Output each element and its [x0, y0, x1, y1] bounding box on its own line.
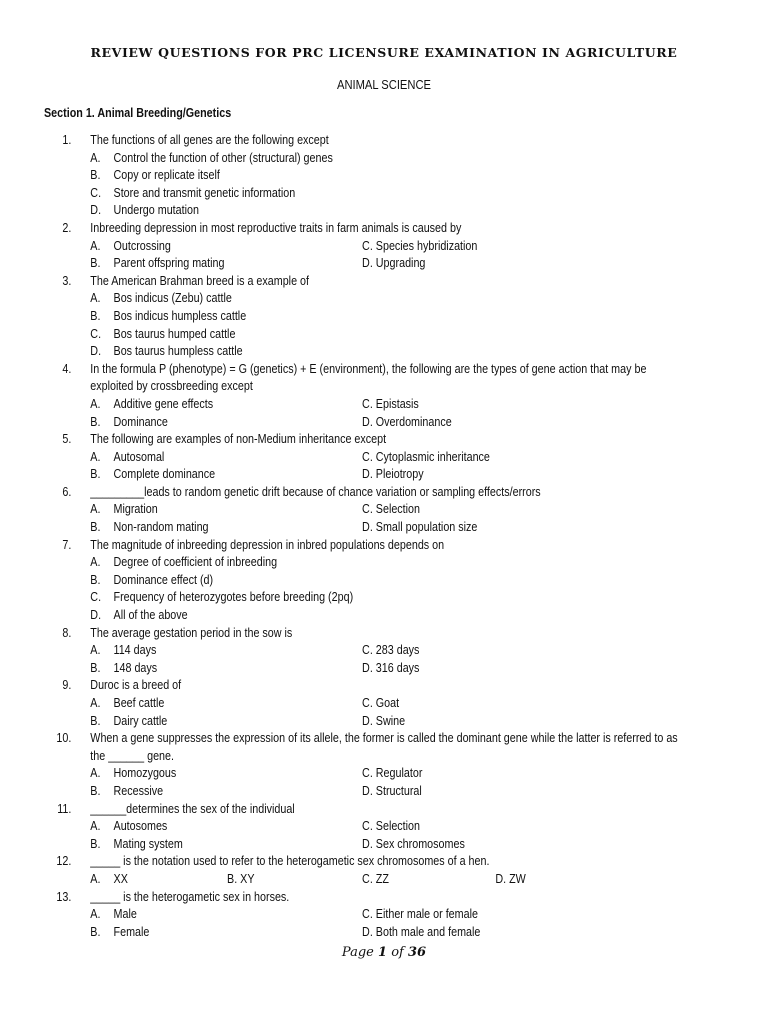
option-text: All of the above — [113, 608, 188, 623]
footer-page-word: Page — [341, 945, 374, 960]
option-text: Male — [113, 907, 137, 922]
answer-option-right: D. Swine — [362, 713, 406, 728]
question-number: 13. — [56, 889, 72, 904]
option-letter: D. — [90, 203, 102, 218]
question-text: Inbreeding depression in most reproductive traits in farm animals is caused by — [90, 220, 462, 235]
answer-option-right: C. Selection — [362, 502, 421, 517]
answer-option-right: D. Both male and female — [362, 924, 481, 939]
question-stem — [0, 853, 660, 871]
question-number: 8. — [62, 625, 72, 640]
option-text: 114 days — [113, 643, 157, 658]
answer-option-row — [0, 519, 660, 537]
answer-option-right: C. 283 days — [362, 643, 420, 658]
answer-option-right: D. Structural — [362, 783, 422, 798]
question-text: _____ is the heterogametic sex in horses. — [90, 889, 290, 904]
option-letter: B. — [90, 836, 101, 851]
answer-option — [0, 202, 660, 220]
answer-option-right: D. Pleiotropy — [362, 467, 424, 482]
question-stem — [0, 801, 660, 819]
question-stem — [0, 677, 660, 695]
answer-option-right: D. Sex chromosomes — [362, 836, 465, 851]
answer-option-row — [0, 906, 660, 924]
option-text: Migration — [113, 502, 158, 517]
question-stem — [0, 220, 660, 238]
question-text-continued — [0, 748, 660, 766]
answer-option-row — [0, 818, 660, 836]
question-text: _________leads to random genetic drift because of chance variation or sampling effects/errors — [90, 484, 541, 499]
option-text: Copy or replicate itself — [113, 168, 220, 183]
option-text: Undergo mutation — [113, 203, 199, 218]
answer-option-right: C. Epistasis — [362, 396, 419, 411]
answer-option-row — [0, 713, 660, 731]
option-letter: B. — [90, 467, 101, 482]
answer-option-right: C. Goat — [362, 696, 400, 710]
answer-option — [0, 572, 660, 590]
answer-option-right: D. 316 days — [362, 660, 420, 675]
answer-option-row — [0, 660, 660, 678]
answer-option-row — [0, 642, 660, 660]
answer-option-row — [0, 501, 660, 519]
question-text-continued — [0, 378, 660, 396]
option-text: Dominance effect (d) — [113, 572, 214, 587]
question-number: 12. — [56, 854, 72, 869]
option-letter: A. — [90, 238, 101, 253]
question-text: _____ is the notation used to refer to the heterogametic sex chromosomes of a hen. — [90, 854, 490, 869]
answer-option-row — [0, 836, 660, 854]
answer-option-row — [0, 396, 660, 414]
section-heading: Section 1. Animal Breeding/Genetics — [44, 106, 232, 120]
option-letter: A. — [90, 643, 101, 658]
question-text: The functions of all genes are the following except — [90, 133, 329, 147]
option-text: Bos taurus humped cattle — [113, 326, 236, 341]
answer-option-right: D. Upgrading — [362, 256, 426, 271]
document-title: REVIEW QUESTIONS FOR PRC LICENSURE EXAMINATION IN AGRICULTURE — [90, 45, 678, 60]
question-text: In the formula P (phenotype) = G (genetics) + E (environment), the following are the types of gene action that may be — [90, 361, 647, 376]
document-subtitle: ANIMAL SCIENCE — [336, 77, 432, 92]
answer-option-row — [0, 695, 660, 713]
option-letter: D. — [90, 608, 102, 623]
question-number: 4. — [62, 361, 72, 376]
question-text: The average gestation period in the sow is — [90, 625, 293, 640]
option-text: Bos taurus humpless cattle — [113, 344, 243, 359]
footer-page-number: 1 — [378, 945, 388, 960]
question-text: The following are examples of non-Medium inheritance except — [90, 432, 387, 447]
question-number: 10. — [56, 731, 72, 746]
option-letter: A. — [90, 696, 101, 710]
footer-of-word: of — [391, 945, 404, 960]
answer-option — [0, 290, 660, 308]
option-letter: A. — [90, 819, 101, 834]
answer-option — [0, 607, 660, 625]
option-text: Non-random mating — [113, 520, 209, 535]
answer-option-b: B. XY — [227, 871, 255, 886]
question-text: ______determines the sex of the individual — [90, 801, 295, 816]
answer-option — [0, 167, 660, 185]
answer-option-right: C. Selection — [362, 819, 421, 834]
option-text: Bos indicus humpless cattle — [113, 308, 247, 323]
option-letter: A. — [90, 907, 101, 922]
answer-option — [0, 185, 660, 203]
option-letter: A. — [90, 871, 101, 886]
answer-option-right: C. Cytoplasmic inheritance — [362, 449, 490, 464]
answer-option-row — [0, 414, 660, 432]
option-letter: B. — [90, 572, 101, 587]
question-stem — [0, 273, 660, 291]
option-text: Dairy cattle — [113, 713, 168, 728]
question-text-continuation: exploited by crossbreeding except — [90, 379, 253, 394]
answer-option-row — [0, 449, 660, 467]
question-stem — [0, 625, 660, 643]
question-number: 3. — [62, 273, 72, 288]
option-text: Parent offspring mating — [113, 256, 225, 271]
option-letter: A. — [90, 766, 101, 781]
option-text: Additive gene effects — [113, 396, 214, 411]
option-letter: B. — [90, 414, 101, 429]
answer-option-right: C. Either male or female — [362, 907, 478, 922]
question-text-continuation: the ______ gene. — [90, 748, 175, 763]
option-text: Control the function of other (structural) genes — [113, 150, 333, 165]
question-stem — [0, 431, 660, 449]
option-text: Frequency of heterozygotes before breeding (2pq) — [113, 590, 354, 605]
answer-option-right: C. Species hybridization — [362, 238, 478, 253]
option-text: Complete dominance — [113, 467, 216, 482]
option-letter: B. — [90, 713, 101, 728]
option-text: Mating system — [113, 836, 183, 851]
option-text: Outcrossing — [113, 238, 171, 253]
answer-option-d: D. ZW — [495, 871, 526, 886]
page-footer — [0, 945, 768, 960]
question-number: 2. — [62, 220, 72, 235]
option-letter: A. — [90, 449, 101, 464]
answer-option-row — [0, 924, 660, 942]
answer-option — [0, 326, 660, 344]
question-number: 5. — [62, 432, 72, 447]
answer-option-row — [0, 783, 660, 801]
question-number: 7. — [62, 537, 72, 552]
footer-page-total: 36 — [407, 945, 427, 960]
question-number: 1. — [62, 133, 72, 147]
answer-option-row — [0, 466, 660, 484]
option-text: 148 days — [113, 660, 158, 675]
option-letter: A. — [90, 291, 101, 306]
answer-option-right: C. Regulator — [362, 766, 423, 781]
option-letter: B. — [90, 783, 101, 798]
answer-option-c: C. ZZ — [362, 871, 389, 886]
question-number: 9. — [62, 678, 72, 693]
answer-option — [0, 589, 660, 607]
answer-option-right: D. Overdominance — [362, 414, 452, 429]
question-stem — [0, 889, 660, 907]
option-text: XX — [113, 871, 128, 886]
option-letter: C. — [90, 185, 102, 200]
option-text: Autosomes — [113, 819, 168, 834]
question-number: 11. — [57, 801, 72, 816]
question-text: The American Brahman breed is a example of — [90, 273, 309, 288]
question-list — [0, 132, 768, 941]
answer-option-row — [0, 765, 660, 783]
option-letter: A. — [90, 150, 101, 165]
option-text: Dominance — [113, 414, 168, 429]
option-text: Autosomal — [113, 449, 165, 464]
answer-option-right: D. Small population size — [362, 520, 478, 535]
question-stem — [0, 484, 660, 502]
option-letter: B. — [90, 308, 101, 323]
option-letter: C. — [90, 326, 102, 341]
option-letter: B. — [90, 924, 101, 939]
option-text: Homozygous — [113, 766, 177, 781]
answer-option — [0, 150, 660, 168]
answer-option — [0, 308, 660, 326]
option-letter: B. — [90, 256, 101, 271]
option-text: Female — [113, 924, 150, 939]
question-text: When a gene suppresses the expression of its allele, the former is called the dominant gene while the latter is referred to as — [90, 731, 678, 746]
option-letter: A. — [90, 555, 101, 570]
answer-option-row — [0, 871, 660, 889]
option-text: Bos indicus (Zebu) cattle — [113, 291, 232, 306]
question-text: Duroc is a breed of — [90, 678, 182, 693]
answer-option-row — [0, 238, 660, 256]
question-stem — [0, 361, 660, 379]
answer-option — [0, 554, 660, 572]
option-text: Beef cattle — [113, 696, 165, 710]
question-text: The magnitude of inbreeding depression in inbred populations depends on — [90, 537, 445, 552]
option-letter: A. — [90, 396, 101, 411]
option-letter: D. — [90, 344, 102, 359]
option-letter: B. — [90, 660, 101, 675]
option-letter: B. — [90, 168, 101, 183]
option-text: Recessive — [113, 783, 164, 798]
question-number: 6. — [62, 484, 72, 499]
answer-option-row — [0, 255, 660, 273]
question-stem — [0, 132, 660, 150]
question-stem — [0, 730, 678, 748]
option-letter: A. — [90, 502, 101, 517]
option-text: Degree of coefficient of inbreeding — [113, 555, 278, 570]
option-text: Store and transmit genetic information — [113, 185, 296, 200]
option-letter: B. — [90, 520, 101, 535]
answer-option — [0, 343, 660, 361]
question-stem — [0, 537, 660, 555]
option-letter: C. — [90, 590, 102, 605]
